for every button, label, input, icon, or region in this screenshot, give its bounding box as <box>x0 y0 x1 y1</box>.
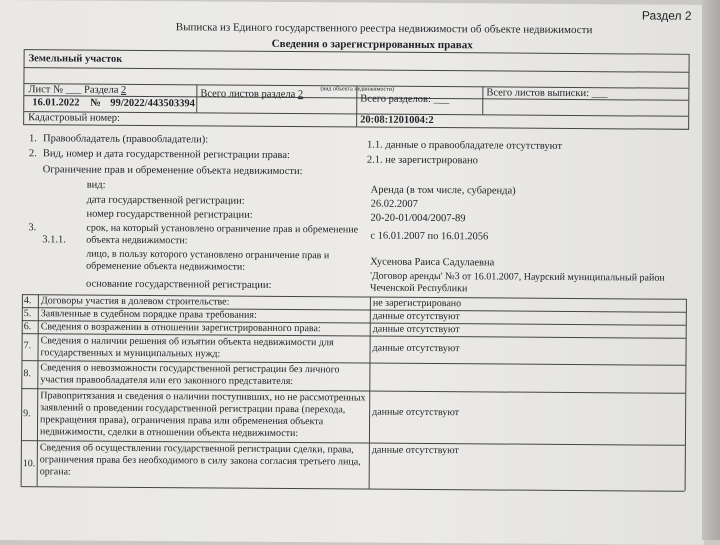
extract-number-label: № <box>90 97 101 109</box>
row-10-number: 10. <box>22 458 36 470</box>
extract-date: 16.01.2022 <box>32 97 80 109</box>
sheet-field: Лист № ___ Раздела 2 <box>28 84 127 96</box>
registration-date-label: дата государственной регистрации: <box>86 194 245 207</box>
row-4-value: не зарегистрировано <box>372 297 462 310</box>
restriction-type-value: Аренда (в том числе, субаренда) <box>370 184 516 197</box>
item-1-value: 1.1. данные о правообладателе отсутствуют <box>366 139 562 152</box>
row-4-label: Договоры участия в долевом строительстве: <box>40 295 230 308</box>
row-7-label: Сведения о наличии решения об изъятии объекта недвижимости для государственных и муниципальных нужд: <box>40 335 334 360</box>
registration-number-value: 20-20-01/004/2007-89 <box>370 212 466 225</box>
row-7-value: данные отсутствуют <box>372 342 460 355</box>
row-7-number: 7. <box>23 340 32 352</box>
restriction-term-label: срок, на который установлено ограничение прав и обременение объекта недвижимости: <box>86 222 359 247</box>
row-5-label: Заявленные в судебном порядке права требования: <box>40 308 257 321</box>
total-sections-field: Всего разделов: ___ <box>360 93 450 106</box>
registration-date-value: 26.02.2007 <box>370 198 418 210</box>
row-9-label: Правопритязания и сведения о наличии поступивших, но не рассмотренных заявлений о проведении государственной регистрации права (перехода, прекращения права), ограничения права или обременения объекта недвижимости, сделки в отношении объекта недвижимости: <box>39 390 366 440</box>
cadastral-label: Кадастровый номер: <box>28 112 121 124</box>
restriction-term-value: с 16.01.2007 по 16.01.2056 <box>370 230 489 243</box>
object-type-caption: (вид объекта недвижимости) <box>320 86 395 93</box>
row-8-value <box>372 371 682 373</box>
row-8-label: Сведения о невозможности государственной регистрации без личного участия правообладателя или его законного представителя: <box>40 362 340 388</box>
object-type: Земельный участок <box>28 53 123 65</box>
registration-number-label: номер государственной регистрации: <box>86 208 253 221</box>
restriction-type-label: вид: <box>86 179 106 191</box>
section-label: Раздел 2 <box>641 8 692 23</box>
row-8-number: 8. <box>23 368 31 380</box>
row-6-value: данные отсутствуют <box>372 323 460 336</box>
details-table <box>21 294 686 491</box>
row-10-label: Сведения об осуществлении государственной регистрации сделки, права, ограничения права без необходимого в силу закона согласия третьего лица, органа: <box>39 442 361 478</box>
row-6-number: 6. <box>23 321 32 333</box>
row-9-number: 9. <box>23 408 31 420</box>
cadastral-number: 20:08:1201004:2 <box>360 114 434 127</box>
total-extract-field: Всего листов выписки: ___ <box>486 87 608 100</box>
registration-basis-value: 'Договор аренды' №3 от 16.01.2007, Наурский муниципальный район Чеченской Республики <box>369 270 665 295</box>
item-1-number: 1. <box>28 133 37 145</box>
row-5-value: данные отсутствуют <box>372 310 460 323</box>
restriction-heading: Ограничение прав и обременение объекта недвижимости: <box>42 164 303 178</box>
item-2-value: 2.1. не зарегистрировано <box>366 154 478 167</box>
row-9-value: данные отсутствуют <box>372 406 460 419</box>
row-10-value: данные отсутствуют <box>371 444 459 457</box>
extract-number: 99/2022/443503394 <box>110 97 195 110</box>
item-2-number: 2. <box>28 148 37 160</box>
row-4-number: 4. <box>23 295 32 307</box>
document-title: Выписка из Единого государственного реестра недвижимости об объекте недвижимости <box>175 21 593 37</box>
page-edge-shadow <box>702 0 720 540</box>
item-3-number: 3. <box>28 222 37 234</box>
item-3-subnumber: 3.1.1. <box>42 234 66 246</box>
beneficiary-value: Хусенова Раиса Садулаевна <box>370 256 495 269</box>
row-6-label: Сведения о возражении в отношении зарегистрированного права: <box>40 321 321 335</box>
item-2-label: Вид, номер и дата государственной регистрации права: <box>42 148 291 162</box>
header-table <box>23 49 690 130</box>
total-sheets-field: Всего листов раздела 2 <box>200 88 304 101</box>
registration-basis-label: основание государственной регистрации: <box>85 278 272 291</box>
beneficiary-label: лицо, в пользу которого установлено ограничение прав и обременение объекта недвижимости: <box>86 248 330 273</box>
item-1-label: Правообладатель (правообладатели): <box>42 133 209 146</box>
document-subtitle: Сведения о зарегистрированных правах <box>271 37 473 52</box>
row-5-number: 5. <box>23 308 32 320</box>
